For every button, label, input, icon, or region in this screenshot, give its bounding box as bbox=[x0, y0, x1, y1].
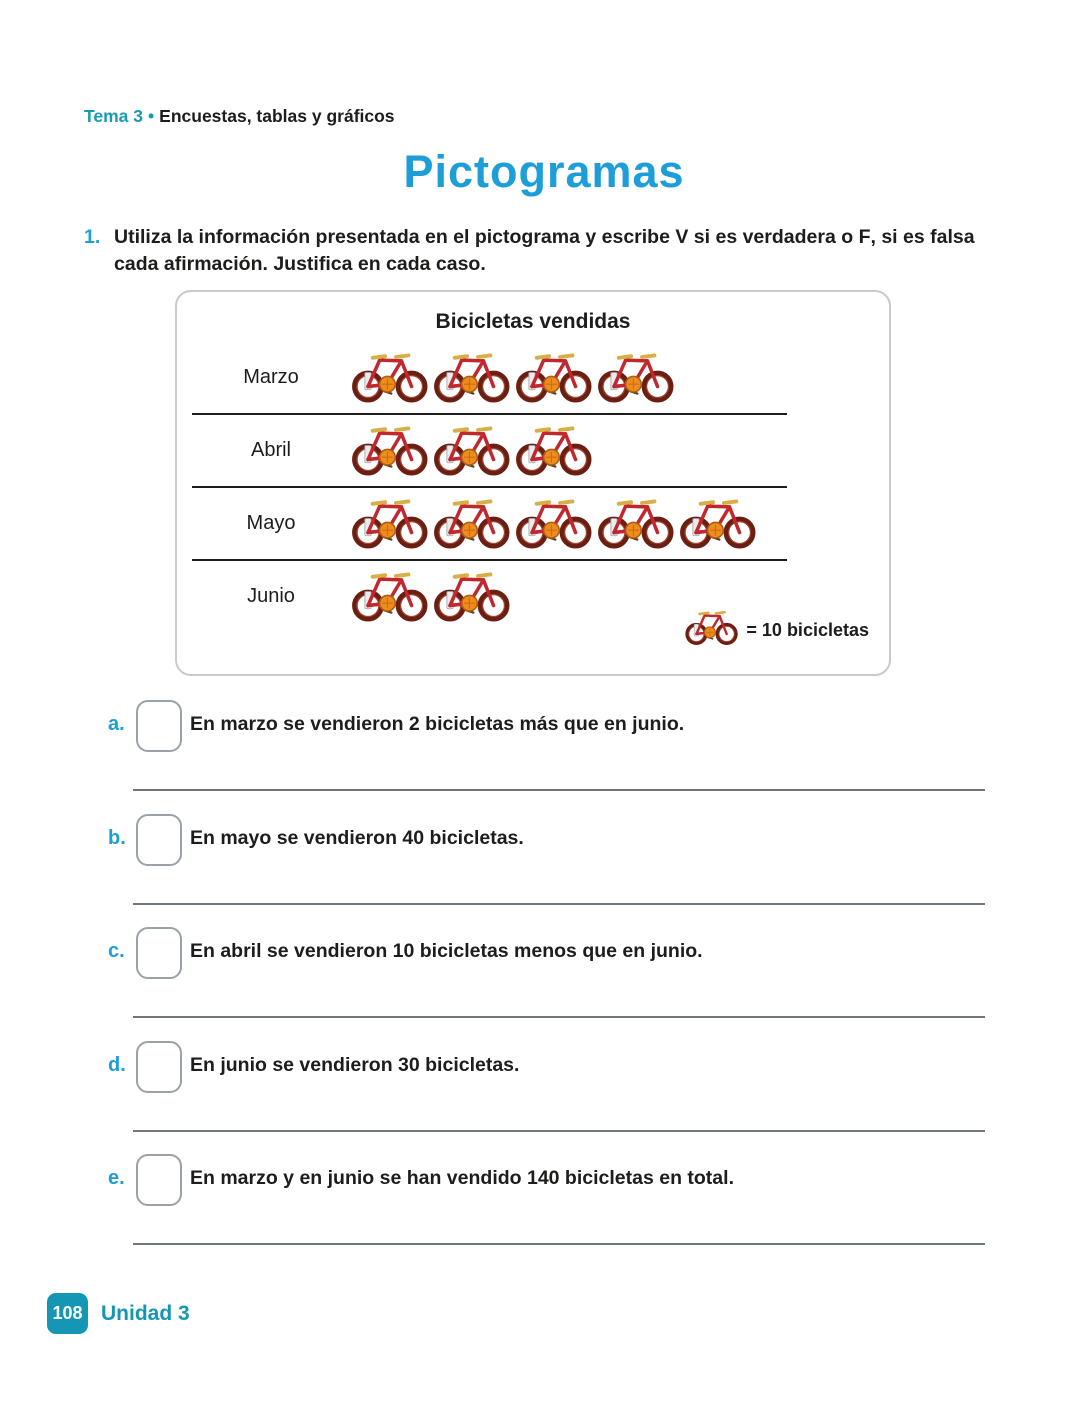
bicycle-icon bbox=[350, 350, 428, 406]
statement-text: En junio se vendieron 30 bicicletas. bbox=[190, 1054, 520, 1076]
pictogram-row bbox=[192, 488, 787, 561]
answer-checkbox[interactable] bbox=[136, 814, 182, 866]
icon-group bbox=[350, 569, 510, 625]
bicycle-icon bbox=[350, 496, 428, 552]
bicycle-icon bbox=[432, 496, 510, 552]
statement-letter: a. bbox=[108, 713, 125, 735]
chart-title: Bicicletas vendidas bbox=[435, 310, 631, 333]
icon-group bbox=[350, 350, 674, 406]
statement-item bbox=[84, 1154, 985, 1264]
bicycle-icon bbox=[432, 350, 510, 406]
pictogram-legend bbox=[684, 608, 869, 653]
bicycle-icon bbox=[514, 496, 592, 552]
statement-item bbox=[84, 927, 985, 1037]
statement-item bbox=[84, 814, 985, 924]
pictogram-row bbox=[192, 342, 787, 415]
pictogram-row bbox=[192, 415, 787, 488]
bicycle-icon bbox=[350, 569, 428, 625]
category-label: Abril bbox=[250, 439, 291, 461]
topic-label: Tema 3 bbox=[84, 106, 144, 126]
statement-text: En mayo se vendieron 40 bicicletas. bbox=[190, 827, 524, 849]
bicycle-icon bbox=[596, 350, 674, 406]
question-number: 1. bbox=[84, 226, 101, 248]
topic-separator-dot: • bbox=[148, 106, 155, 126]
bicycle-icon bbox=[678, 496, 756, 552]
bicycle-icon bbox=[514, 423, 592, 479]
legend-icon-slot bbox=[684, 608, 738, 653]
statements bbox=[84, 700, 985, 1268]
statement-text: En abril se vendieron 10 bicicletas menos que en junio. bbox=[190, 940, 703, 962]
statement-text: En marzo se vendieron 2 bicicletas más que en junio. bbox=[190, 713, 685, 735]
answer-line[interactable] bbox=[133, 1130, 985, 1132]
bicycle-icon bbox=[350, 423, 428, 479]
category-label: Marzo bbox=[243, 366, 299, 388]
legend-text: = 10 bicicletas bbox=[746, 620, 869, 640]
answer-line[interactable] bbox=[133, 1243, 985, 1245]
answer-checkbox[interactable] bbox=[136, 1154, 182, 1206]
statement-item bbox=[84, 1041, 985, 1151]
bicycle-icon bbox=[432, 423, 510, 479]
unit-label: Unidad 3 bbox=[101, 1301, 190, 1325]
answer-line[interactable] bbox=[133, 903, 985, 905]
bicycle-icon bbox=[514, 350, 592, 406]
page-number-badge: 108 bbox=[47, 1293, 88, 1334]
category-label: Mayo bbox=[246, 512, 296, 534]
icon-group bbox=[350, 423, 592, 479]
breadcrumb bbox=[84, 106, 395, 127]
answer-checkbox[interactable] bbox=[136, 700, 182, 752]
statement-letter: b. bbox=[108, 827, 126, 849]
bicycle-icon bbox=[684, 608, 738, 648]
statement-letter: e. bbox=[108, 1167, 125, 1189]
bicycle-icon bbox=[596, 496, 674, 552]
statement-letter: d. bbox=[108, 1054, 126, 1076]
answer-checkbox[interactable] bbox=[136, 927, 182, 979]
bicycle-icon bbox=[432, 569, 510, 625]
statement-text: En marzo y en junio se han vendido 140 bicicletas en total. bbox=[190, 1167, 734, 1189]
pictogram-rows bbox=[192, 342, 787, 632]
answer-line[interactable] bbox=[133, 1016, 985, 1018]
statement-letter: c. bbox=[108, 940, 125, 962]
icon-group bbox=[350, 496, 756, 552]
pictogram-panel bbox=[175, 290, 891, 676]
question-1 bbox=[84, 224, 989, 278]
statement-item bbox=[84, 700, 985, 810]
category-label: Junio bbox=[247, 585, 295, 607]
question-text: Utiliza la información presentada en el pictograma y escribe V si es verdadera o F, si es falsa cada afirmación. Justifica en cada caso. bbox=[114, 226, 975, 275]
page-footer bbox=[47, 1293, 190, 1334]
topic-subtitle: Encuestas, tablas y gráficos bbox=[159, 106, 395, 126]
answer-line[interactable] bbox=[133, 789, 985, 791]
page-title: Pictogramas bbox=[403, 146, 685, 197]
answer-checkbox[interactable] bbox=[136, 1041, 182, 1093]
